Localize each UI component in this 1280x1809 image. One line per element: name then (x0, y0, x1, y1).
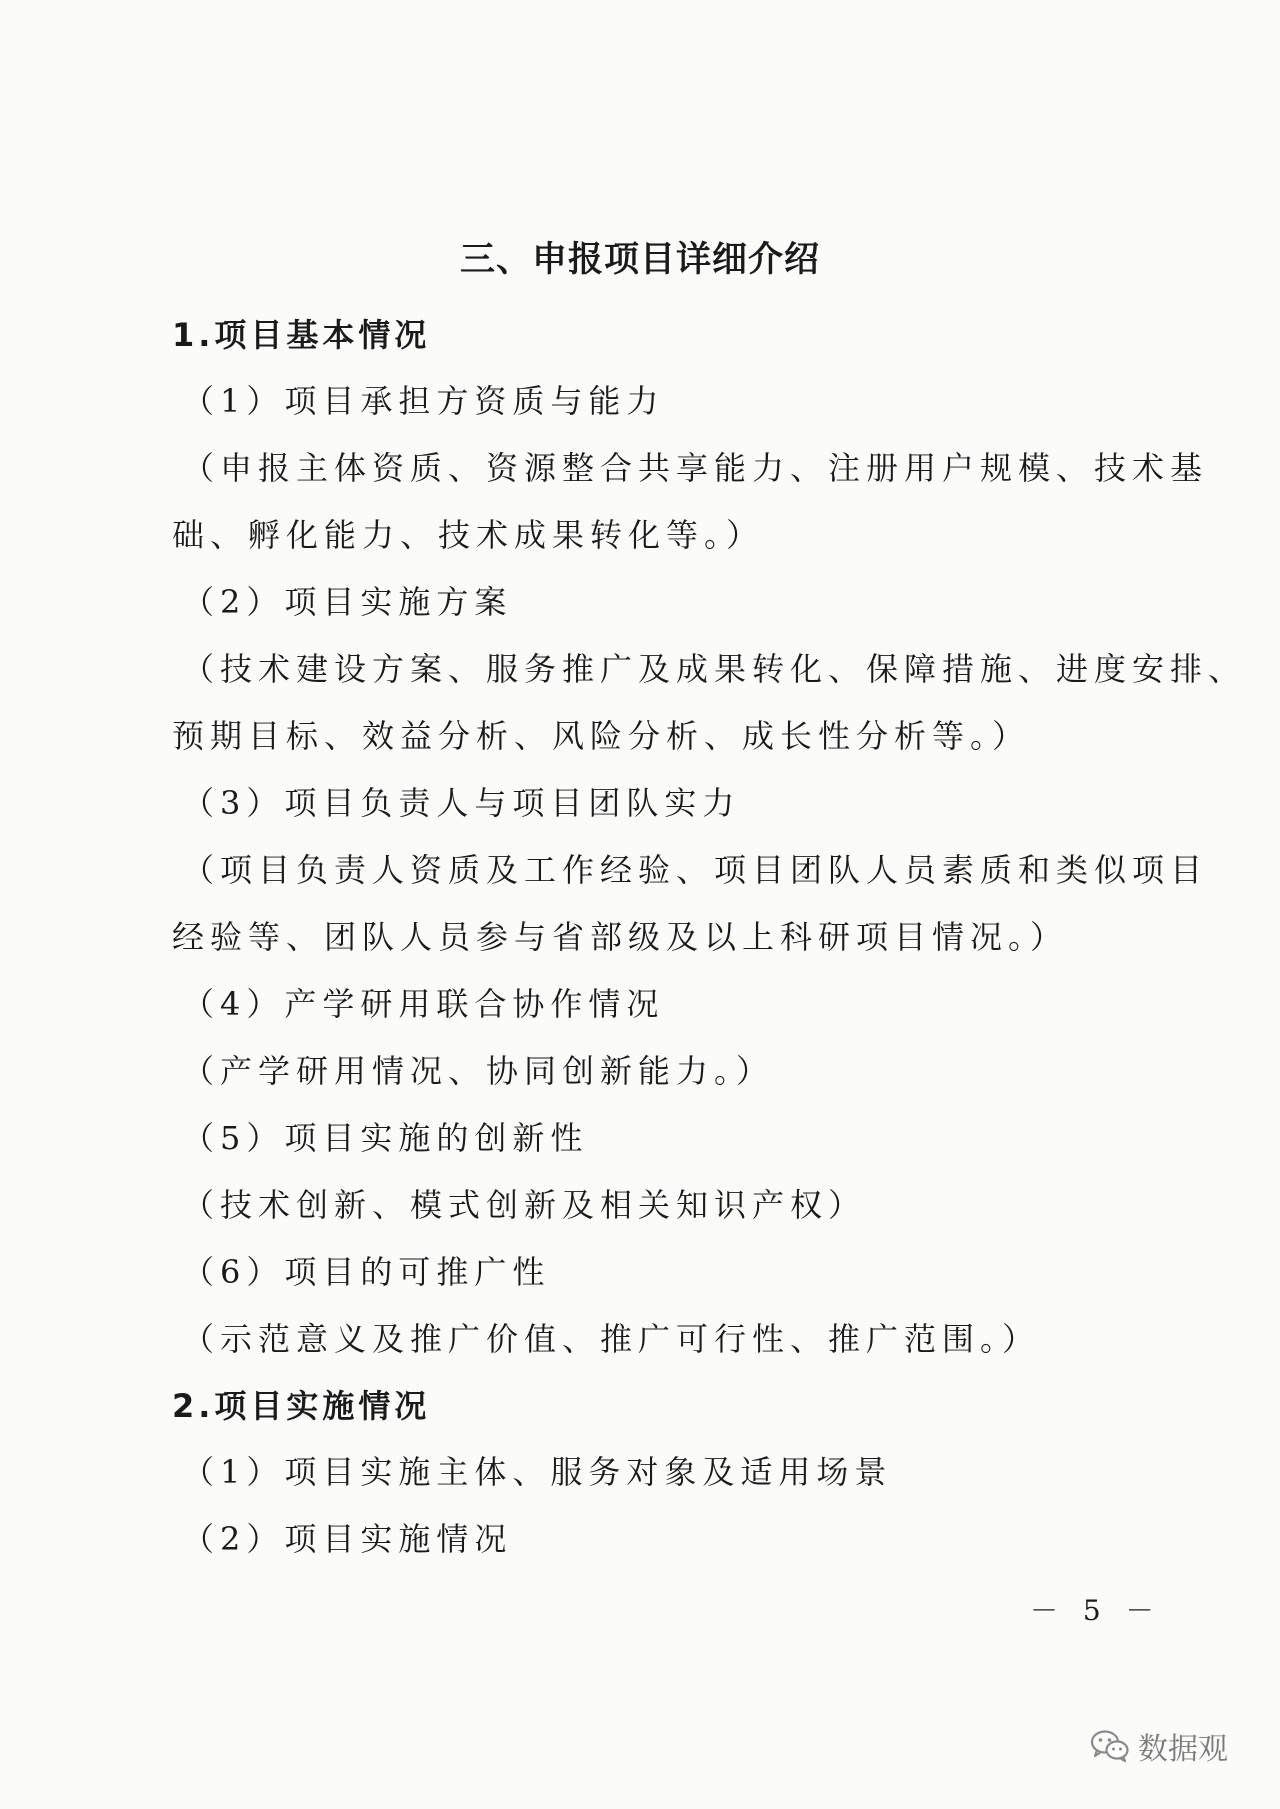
heading-implementation: 2.项目实施情况 (172, 1387, 431, 1425)
paragraph-line: （项目负责人资质及工作经验、项目团队人员素质和类似项目 (182, 851, 1209, 889)
paragraph-line: （技术建设方案、服务推广及成果转化、保障措施、进度安排、 (182, 650, 1247, 688)
paragraph-line: （技术创新、模式创新及相关知识产权） (182, 1186, 867, 1224)
paragraph-line: 础、孵化能力、技术成果转化等。） (172, 516, 765, 554)
watermark-text: 数据观 (1138, 1732, 1228, 1767)
section-title: 三、申报项目详细介绍 (459, 240, 820, 280)
paragraph-line: （产学研用情况、协同创新能力。） (182, 1052, 775, 1090)
paragraph-line: （示范意义及推广价值、推广可行性、推广范围。） (182, 1320, 1041, 1358)
paragraph-line: 经验等、团队人员参与省部级及以上科研项目情况。） (172, 918, 1069, 956)
subheading-1: （1）项目承担方资质与能力 (182, 382, 665, 420)
subheading-2: （2）项目实施方案 (182, 583, 513, 621)
wechat-icon (1090, 1729, 1130, 1763)
subheading-6: （6）项目的可推广性 (182, 1253, 551, 1291)
heading-basic-info: 1.项目基本情况 (172, 316, 431, 354)
paragraph-line: （申报主体资质、资源整合共享能力、注册用户规模、技术基 (182, 449, 1209, 487)
watermark (1090, 1724, 1228, 1768)
subheading-5: （5）项目实施的创新性 (182, 1119, 589, 1157)
subheading-impl-2: （2）项目实施情况 (182, 1520, 513, 1558)
page-number: － 5 － (1030, 1594, 1162, 1627)
subheading-3: （3）项目负责人与项目团队实力 (182, 784, 741, 822)
paragraph-line: 预期目标、效益分析、风险分析、成长性分析等。） (172, 717, 1031, 755)
subheading-4: （4）产学研用联合协作情况 (182, 985, 665, 1023)
subheading-impl-1: （1）项目实施主体、服务对象及适用场景 (182, 1453, 893, 1491)
